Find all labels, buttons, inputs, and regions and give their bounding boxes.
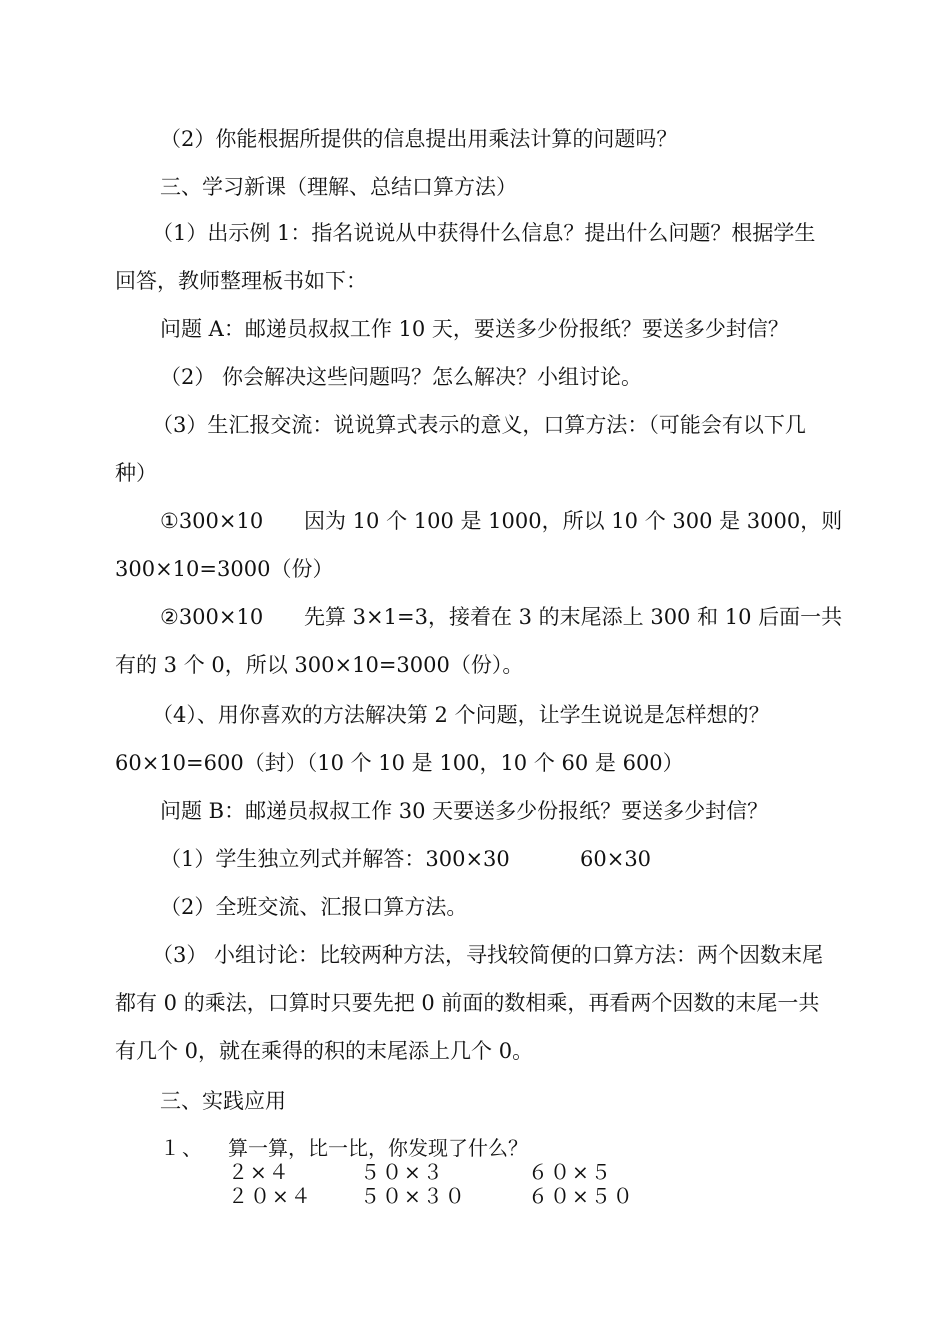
paragraph-line: （4）、用你喜欢的方法解决第 2 个问题，让学生说说是怎样想的？ xyxy=(152,703,770,727)
paragraph-line: 种） xyxy=(115,461,157,485)
exercise-expression: ５０×３ xyxy=(360,1160,445,1184)
paragraph-line: 问题 A：邮递员叔叔工作 10 天，要送多少份报纸？要送多少封信？ xyxy=(160,317,789,341)
exercise-number: １、 xyxy=(160,1136,204,1160)
paragraph-line: 问题 B：邮递员叔叔工作 30 天要送多少份报纸？要送多少封信？ xyxy=(160,799,769,823)
paragraph-line: （1）出示例 1：指名说说从中获得什么信息？提出什么问题？根据学生 xyxy=(152,221,816,245)
paragraph-line: （2）全班交流、汇报口算方法。 xyxy=(160,895,468,919)
method-expression: ②300×10 xyxy=(160,605,264,629)
exercise-expression: ６０×５０ xyxy=(528,1184,635,1208)
exercise-expression: ５０×３０ xyxy=(360,1184,467,1208)
paragraph-line: （3） 小组讨论：比较两种方法，寻找较简便的口算方法：两个因数末尾 xyxy=(152,943,824,967)
method-explanation: 先算 3×1=3，接着在 3 的末尾添上 300 和 10 后面一共 xyxy=(304,605,843,629)
paragraph-line: （2） 你会解决这些问题吗？怎么解决？小组讨论。 xyxy=(160,365,643,389)
section-heading: 三、学习新课（理解、总结口算方法） xyxy=(160,175,517,199)
paragraph-line: 有的 3 个 0，所以 300×10=3000（份）。 xyxy=(115,653,524,677)
method-explanation: 因为 10 个 100 是 1000，所以 10 个 300 是 3000，则 xyxy=(304,509,843,533)
exercise-prompt: 算一算，比一比，你发现了什么？ xyxy=(228,1136,528,1160)
exercise-expression: ６０×５ xyxy=(528,1160,613,1184)
paragraph-line: （3）生汇报交流：说说算式表示的意义，口算方法：（可能会有以下几 xyxy=(152,413,806,437)
paragraph-line: （1）学生独立列式并解答：300×30 xyxy=(160,847,510,871)
exercise-expression: ２０×４ xyxy=(228,1184,313,1208)
method-expression: ①300×10 xyxy=(160,509,264,533)
paragraph-line: 300×10=3000（份） xyxy=(115,557,334,581)
paragraph-line: 有几个 0，就在乘得的积的末尾添上几个 0。 xyxy=(115,1039,534,1063)
paragraph-line: 都有 0 的乘法，口算时只要先把 0 前面的数相乘，再看两个因数的末尾一共 xyxy=(115,991,820,1015)
paragraph-line: （2）你能根据所提供的信息提出用乘法计算的问题吗？ xyxy=(160,127,678,151)
exercise-expression: ２×４ xyxy=(228,1160,291,1184)
paragraph-line: 60×10=600（封）（10 个 10 是 100，10 个 60 是 600） xyxy=(115,751,684,775)
paragraph-line: 回答，教师整理板书如下： xyxy=(115,269,367,293)
section-heading: 三、实践应用 xyxy=(160,1089,286,1113)
expression: 60×30 xyxy=(580,847,652,871)
